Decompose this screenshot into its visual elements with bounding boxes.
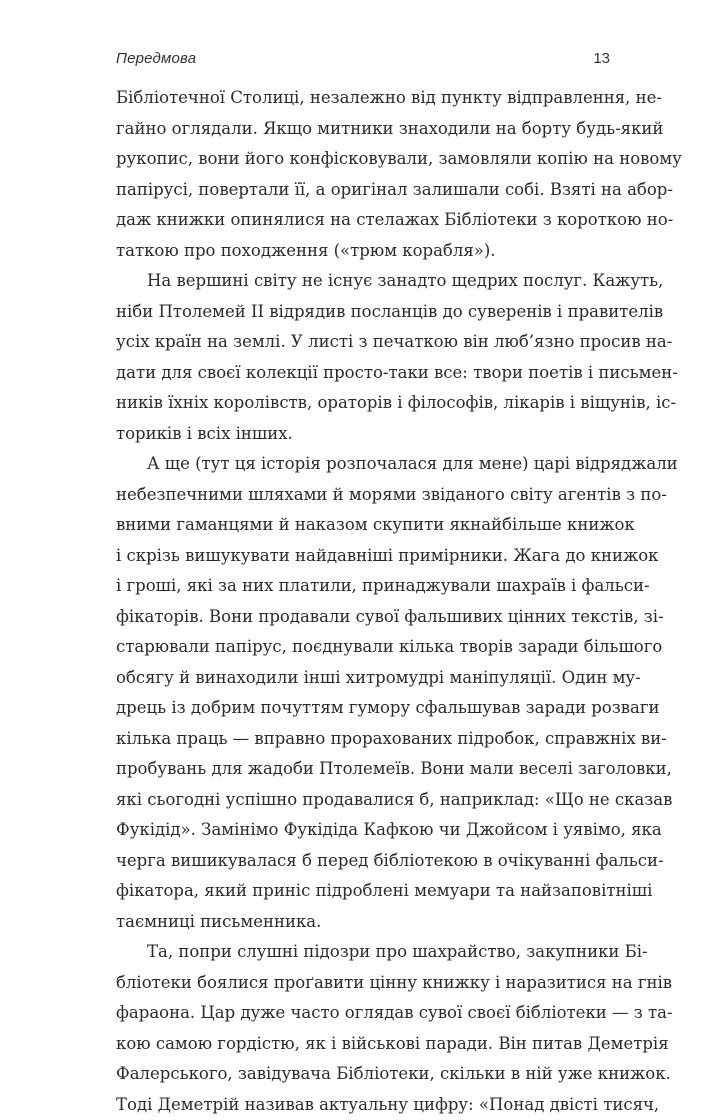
text-line: Бібліотечної Столиці, незалежно від пункту відправлення, не- — [116, 83, 610, 114]
text-line: і гроші, які за них платили, принаджували шахраїв і фальси- — [116, 571, 610, 602]
page-number: 13 — [593, 50, 610, 67]
text-line: кілька праць — вправно прорахованих підробок, справжніх ви- — [116, 724, 610, 755]
text-line: фікатора, який приніс підроблені мемуари та найзаповітніші — [116, 876, 610, 907]
text-line: обсягу й винаходили інші хитромудрі маніпуляції. Один му- — [116, 663, 610, 694]
body-text — [116, 83, 610, 1120]
text-line: папірусі, повертали її, а оригінал залишали собі. Взяті на абор- — [116, 175, 610, 206]
text-line: старювали папірус, поєднували кілька творів заради більшого — [116, 632, 610, 663]
text-line: Фалерського, завідувача Бібліотеки, скільки в ній уже книжок. — [116, 1059, 610, 1090]
text-line: На вершині світу не існує занадто щедрих послуг. Кажуть, — [116, 266, 610, 297]
text-line: і скрізь вишукувати найдавніші примірники. Жага до книжок — [116, 541, 610, 572]
text-line: А ще (тут ця історія розпочалася для мене) царі відряджали — [116, 449, 610, 480]
text-line: гайно оглядали. Якщо митники знаходили на борту будь-який — [116, 114, 610, 145]
text-line: які сьогодні успішно продавалися б, наприклад: «Що не сказав — [116, 785, 610, 816]
text-line: фараона. Цар дуже часто оглядав сувої своєї бібліотеки — з та- — [116, 998, 610, 1029]
text-line: бліотеки боялися проґавити цінну книжку і наразитися на гнів — [116, 968, 610, 999]
text-line: Тоді Деметрій називав актуальну цифру: «Понад двісті тисяч, — [116, 1090, 610, 1120]
text-line: ніби Птолемей II відрядив посланців до суверенів і правителів — [116, 297, 610, 328]
text-line: рукопис, вони його конфісковували, замовляли копію на новому — [116, 144, 610, 175]
text-line: таткою про походження («трюм корабля»). — [116, 236, 610, 267]
text-line: усіх країн на землі. У листі з печаткою він люб’язно просив на- — [116, 327, 610, 358]
text-line: таємниці письменника. — [116, 907, 610, 938]
running-title: Передмова — [116, 50, 196, 67]
text-line: вними гаманцями й наказом скупити якнайбільше книжок — [116, 510, 610, 541]
text-line: ториків і всіх інших. — [116, 419, 610, 450]
text-line: черга вишикувалася б перед бібліотекою в очікуванні фальси- — [116, 846, 610, 877]
text-line: Фукідід». Замінімо Фукідіда Кафкою чи Джойсом і уявімо, яка — [116, 815, 610, 846]
text-line: кою самою гордістю, як і військові паради. Він питав Деметрія — [116, 1029, 610, 1060]
text-line: фікаторів. Вони продавали сувої фальшивих цінних текстів, зі- — [116, 602, 610, 633]
page-header — [116, 50, 610, 74]
text-line: ників їхніх королівств, ораторів і філософів, лікарів і віщунів, іс- — [116, 388, 610, 419]
text-line: дати для своєї колекції просто-таки все: твори поетів і письмен- — [116, 358, 610, 389]
text-line: Та, попри слушні підозри про шахрайство, закупники Бі- — [116, 937, 610, 968]
text-line: пробувань для жадоби Птолемеїв. Вони мали веселі заголовки, — [116, 754, 610, 785]
text-line: дрець із добрим почуттям гумору сфальшував заради розваги — [116, 693, 610, 724]
text-line: небезпечними шляхами й морями звіданого світу агентів з по- — [116, 480, 610, 511]
text-line: даж книжки опинялися на стелажах Бібліотеки з короткою но- — [116, 205, 610, 236]
